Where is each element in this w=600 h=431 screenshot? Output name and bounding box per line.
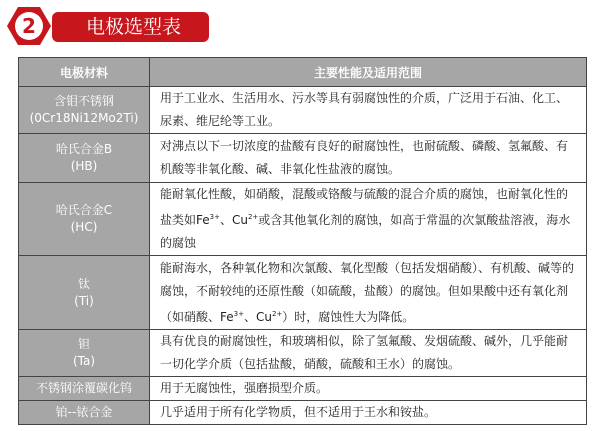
description-text: 具有优良的耐腐蚀性，和玻璃相似，除了氢氟酸、发烟硫酸、碱外，几乎能耐一切化学介质（包括盐酸，硝酸，硫酸和王水）的腐蚀。: [160, 334, 569, 371]
material-cell: [19, 377, 150, 401]
material-name: (Ta): [72, 354, 96, 368]
table-row: [19, 377, 587, 401]
description-cell: [150, 330, 587, 377]
description-text: ）时，腐蚀性大为降低。: [282, 309, 415, 324]
material-name: 不锈钢涂覆碳化钨: [35, 381, 132, 395]
description-text: 对沸点以下一切浓度的盐酸有良好的耐腐蚀性，也耐硫酸、磷酸、氢氟酸、有机酸等非氧化酸、碱、非氧化性盐液的腐蚀。: [160, 139, 569, 176]
description-cell: [150, 134, 587, 183]
page-title: 电极选型表: [52, 12, 209, 42]
material-cell: [19, 134, 150, 183]
electrode-selection-table: [18, 57, 587, 425]
header-description: 主要性能及适用范围: [150, 58, 587, 87]
material-name: (HB): [70, 159, 98, 173]
description-cell: [150, 377, 587, 401]
description-text: 、Cu: [243, 309, 272, 324]
material-name: 哈氏合金B: [55, 142, 113, 156]
material-name: 钽: [77, 337, 90, 351]
material-cell: [19, 256, 150, 330]
hexagon-number-badge: [6, 6, 52, 46]
table-row: [19, 401, 587, 425]
description-text: 用于工业水、生活用水、污水等具有弱腐蚀性的介质，广泛用于石油、化工、尿素、维尼纶等工业。: [160, 91, 569, 128]
material-name: (Ti): [74, 293, 94, 308]
description-text: 能耐氧化性酸，如硝酸，混酸或铬酸与硫酸的混合介质的腐蚀，也耐氧化性的盐类如Fe: [160, 187, 569, 227]
table-row: [19, 87, 587, 134]
superscript-charge: 3+: [233, 309, 244, 318]
material-cell: [19, 183, 150, 256]
superscript-charge: 3+: [209, 213, 220, 221]
section-number: 2: [22, 14, 36, 38]
description-cell: [150, 256, 587, 330]
material-name: (0Cr18Ni12Mo2Ti): [29, 111, 139, 125]
material-cell: [19, 401, 150, 425]
description-cell: [150, 183, 587, 256]
description-text: 几乎适用于所有化学物质，但不适用于王水和铵盐。: [160, 405, 437, 419]
material-name: 含钼不锈钢: [53, 94, 114, 108]
description-cell: [150, 87, 587, 134]
description-cell: [150, 401, 587, 425]
table-row: [19, 256, 587, 330]
superscript-charge: 2+: [271, 309, 283, 318]
header-material: 电极材料: [19, 58, 150, 87]
description-text: 、Cu: [219, 213, 248, 227]
description-text: 用于无腐蚀性，强磨损型介质。: [160, 381, 329, 395]
description-text: 或含其他氧化剂的腐蚀，如高于常温的次氯酸盐溶液，海水的腐蚀: [160, 213, 571, 250]
material-name: 铂--铱合金: [55, 405, 113, 419]
superscript-charge: 2+: [247, 213, 259, 221]
material-name: 哈氏合金C: [55, 203, 113, 217]
table-row: [19, 330, 587, 377]
table-row: [19, 183, 587, 256]
description-text: 能耐海水，各种氧化物和次氯酸、氧化型酸（包括发烟硝酸）、有机酸、碱等的腐蚀，不耐较纯的还原性酸（如硫酸，盐酸）的腐蚀。但如果酸中还有氧化剂（如硝酸、Fe: [160, 260, 575, 324]
table-row: [19, 134, 587, 183]
material-name: (HC): [70, 220, 98, 234]
material-cell: [19, 87, 150, 134]
material-name: 钛: [77, 276, 90, 291]
material-cell: [19, 330, 150, 377]
